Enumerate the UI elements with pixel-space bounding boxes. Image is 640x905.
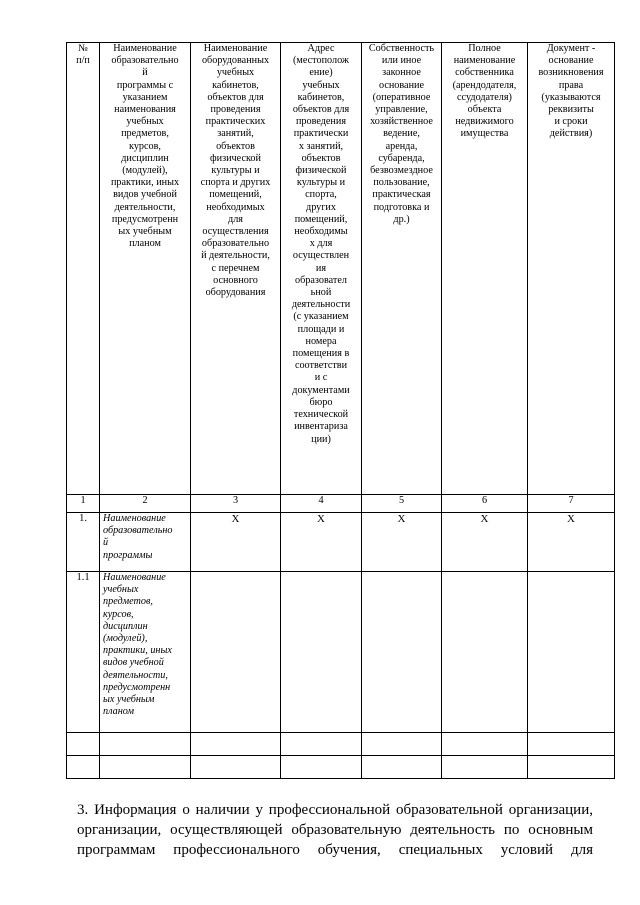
section-3-paragraph (77, 800, 593, 860)
empty-cell (281, 756, 362, 779)
header-owner-name: Полное наименование собственника (арендодателя, ссудодателя) объекта недвижимого имущества (442, 43, 528, 495)
paragraph-line: программам профессионального обучения, специальных условий для (77, 842, 593, 858)
subjects-name-cell: Наименование учебных предметов, курсов, дисциплин (модулей), практики, иных видов учебной деятельности, предусмотренн ых учебным планом (100, 572, 191, 733)
row-number: 1. (67, 513, 100, 572)
empty-cell (100, 733, 191, 756)
column-index: 6 (442, 495, 528, 513)
empty-cell (528, 733, 615, 756)
x-mark: X (191, 513, 281, 572)
header-row (67, 43, 615, 495)
x-mark: X (281, 513, 362, 572)
column-index: 3 (191, 495, 281, 513)
column-index-row (67, 495, 615, 513)
empty-cell (191, 572, 281, 733)
empty-cell (528, 756, 615, 779)
empty-cell (528, 572, 615, 733)
empty-cell (191, 733, 281, 756)
x-mark: X (528, 513, 615, 572)
column-index: 2 (100, 495, 191, 513)
header-document: Документ - основание возникновения права (указываются реквизиты и сроки действия) (528, 43, 615, 495)
header-ownership: Собственность или иное законное основание (оперативное управление, хозяйственное ведение, аренда, субаренда, безвозмездное пользование, практическая подготовка и др.) (362, 43, 442, 495)
header-num: № п/п (67, 43, 100, 495)
table-row-subjects (67, 572, 615, 733)
empty-cell (442, 572, 528, 733)
x-mark: X (362, 513, 442, 572)
empty-cell (281, 733, 362, 756)
empty-cell (67, 733, 100, 756)
column-index: 1 (67, 495, 100, 513)
row-number: 1.1 (67, 572, 100, 733)
paragraph-line: организации, осуществляющей образовательную деятельность по основным (77, 822, 593, 838)
paragraph-line: 3. Информация о наличии у профессиональной образовательной организации, (77, 802, 593, 818)
x-mark: X (442, 513, 528, 572)
column-index: 7 (528, 495, 615, 513)
program-name-cell: Наименование образовательно й программы (100, 513, 191, 572)
table-row-empty (67, 756, 615, 779)
empty-cell (191, 756, 281, 779)
empty-cell (281, 572, 362, 733)
table-row-empty (67, 733, 615, 756)
empty-cell (442, 733, 528, 756)
column-index: 5 (362, 495, 442, 513)
empty-cell (362, 572, 442, 733)
empty-cell (67, 756, 100, 779)
empty-cell (362, 733, 442, 756)
empty-cell (442, 756, 528, 779)
empty-cell (100, 756, 191, 779)
empty-cell (362, 756, 442, 779)
premises-table (66, 42, 615, 779)
header-address: Адрес (местополож ение) учебных кабинетов, объектов для проведения практически х занятий, объектов физической культуры и спорта, других помещений, необходимы х для осуществлен ия образовател ьной деятельности (с указанием площади и номера помещения в соответстви и с документами бюро технической инвентариза ции) (281, 43, 362, 495)
column-index: 4 (281, 495, 362, 513)
header-program-name: Наименование образовательно й программы с указанием наименования учебных предметов, курсов, дисциплин (модулей), практики, иных видов учебной деятельности, предусмотренн ых учебным планом (100, 43, 191, 495)
header-equipped-rooms: Наименование оборудованных учебных кабинетов, объектов для проведения практических занятий, объектов физической культуры и спорта и других помещений, необходимых для осуществления образовательно й деятельности, с перечнем основного оборудования (191, 43, 281, 495)
table-row-program (67, 513, 615, 572)
